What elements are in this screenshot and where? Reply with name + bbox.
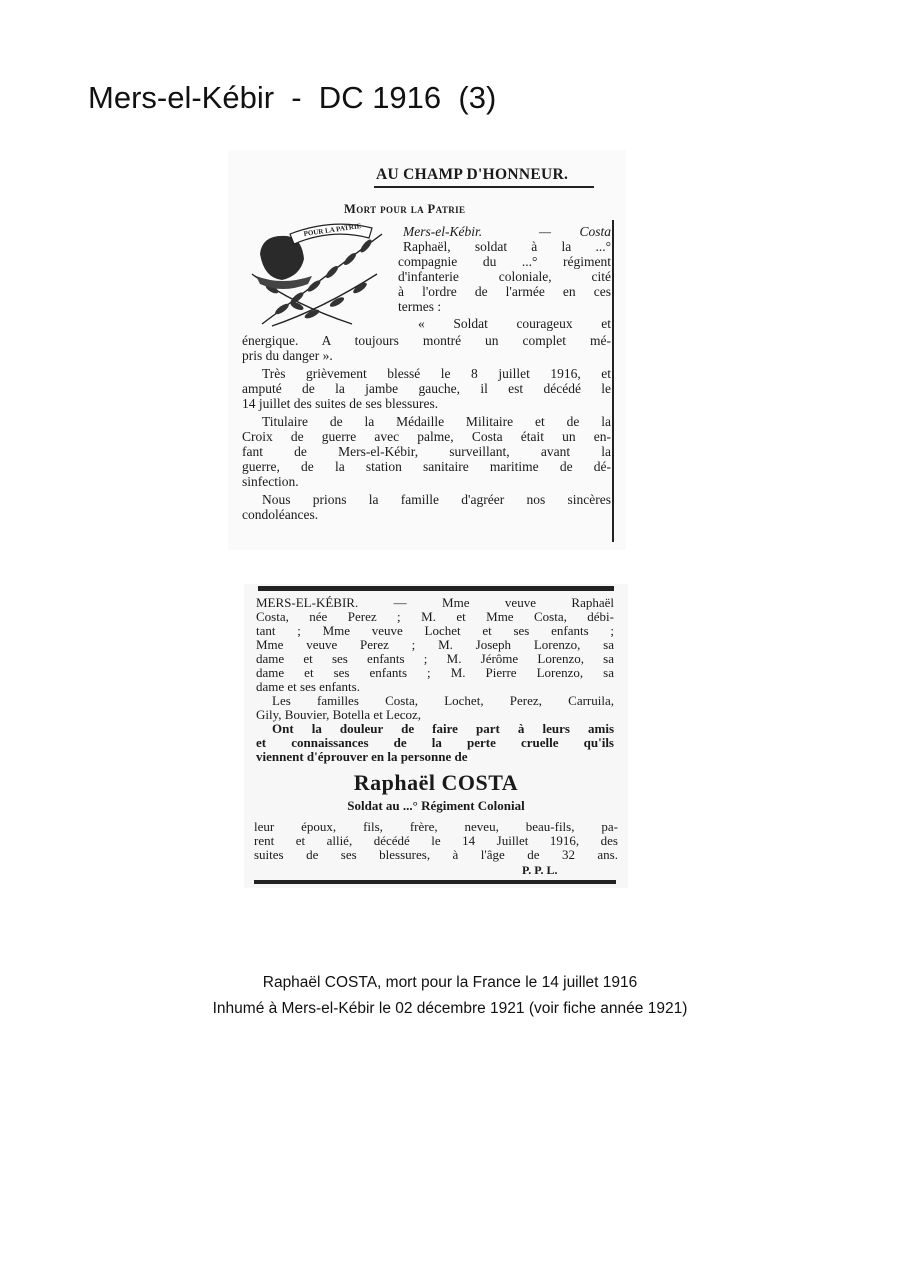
- text-line: Costa, née Perez ; M. et Mme Costa, débi-: [256, 609, 614, 624]
- text-line: pris du danger ».: [242, 348, 333, 363]
- text-line: d'infanterie coloniale, cité: [398, 269, 611, 284]
- deceased-rank: Soldat au ...° Régiment Colonial: [347, 798, 525, 813]
- text-line: condoléances.: [242, 507, 319, 522]
- clipping-subheading: Mort pour la Patrie: [344, 202, 466, 216]
- ribbon-text: POUR LA PATRIE: [303, 221, 362, 238]
- deceased-name: Raphaël COSTA: [353, 770, 519, 795]
- text-line: énergique. A toujours montré un complet mé-: [242, 333, 611, 348]
- text-line: à l'ordre de l'armée en ces: [398, 284, 611, 299]
- text-line: Gily, Bouvier, Botella et Lecoz,: [256, 707, 422, 722]
- text-line: et connaissances de la perte cruelle qu'ils: [256, 735, 614, 750]
- text-line: dame et ses enfants ; M. Jérôme Lorenzo, sa: [256, 651, 614, 666]
- clipping-heading: AU CHAMP D'HONNEUR.: [376, 166, 569, 183]
- newspaper-clipping-death-notice: [244, 584, 628, 888]
- text-line: « Soldat courageux et: [418, 316, 611, 331]
- text-line: termes :: [398, 299, 442, 314]
- text-line: Mers-el-Kébir. — Costa: [403, 224, 611, 239]
- text-line: compagnie du ...° régiment: [398, 254, 611, 269]
- heading-underline: [374, 186, 594, 188]
- text-line: rent et allié, décédé le 14 Juillet 1916, des: [254, 833, 618, 848]
- text-line: fant de Mers-el-Kébir, surveillant, avant la: [242, 444, 611, 459]
- text-line: Très grièvement blessé le 8 juillet 1916, et: [262, 366, 611, 381]
- caption-line-1: Raphaël COSTA, mort pour la France le 14 juillet 1916: [262, 974, 638, 991]
- text-line: viennent d'éprouver en la personne de: [256, 749, 468, 764]
- text-line: Titulaire de la Médaille Militaire et de la: [262, 414, 611, 429]
- bottom-rule: [254, 880, 616, 884]
- text-line: sinfection.: [242, 474, 299, 489]
- text-line: Ont la douleur de faire part à leurs amis: [272, 721, 614, 736]
- caption-line-2: Inhumé à Mers-el-Kébir le 02 décembre 1921 (voir fiche année 1921): [212, 1000, 688, 1017]
- newspaper-clipping-obituary: [228, 150, 626, 550]
- text-line: dame et ses enfants.: [256, 679, 360, 694]
- text-line: 14 juillet des suites de ses blessures.: [242, 396, 439, 411]
- text-line: amputé de la jambe gauche, il est décédé le: [242, 381, 611, 396]
- page-title: Mers-el-Kébir - DC 1916 (3): [88, 80, 497, 115]
- text-line: Mme veuve Perez ; M. Joseph Lorenzo, sa: [256, 637, 614, 652]
- text-line: Raphaël, soldat à la ...°: [403, 239, 611, 254]
- text-line: Les familles Costa, Lochet, Perez, Carruila,: [272, 693, 614, 708]
- laurel-emblem-icon: [242, 214, 392, 334]
- text-line: Nous prions la famille d'agréer nos sincères: [262, 492, 611, 507]
- text-line: suites de ses blessures, à l'âge de 32 ans.: [254, 847, 618, 862]
- text-line: Croix de guerre avec palme, Costa était un en-: [242, 429, 611, 444]
- text-line: guerre, de la station sanitaire maritime de dé-: [242, 459, 611, 474]
- text-line: leur époux, fils, frère, neveu, beau-fils, pa-: [254, 819, 618, 834]
- signature: P. P. L.: [522, 863, 558, 877]
- top-rule: [258, 586, 614, 591]
- text-line: MERS-EL-KÉBIR. — Mme veuve Raphaël: [256, 595, 614, 610]
- text-line: dame et ses enfants ; M. Pierre Lorenzo, sa: [256, 665, 614, 680]
- text-line: tant ; Mme veuve Lochet et ses enfants ;: [256, 623, 614, 638]
- column-rule: [612, 220, 614, 542]
